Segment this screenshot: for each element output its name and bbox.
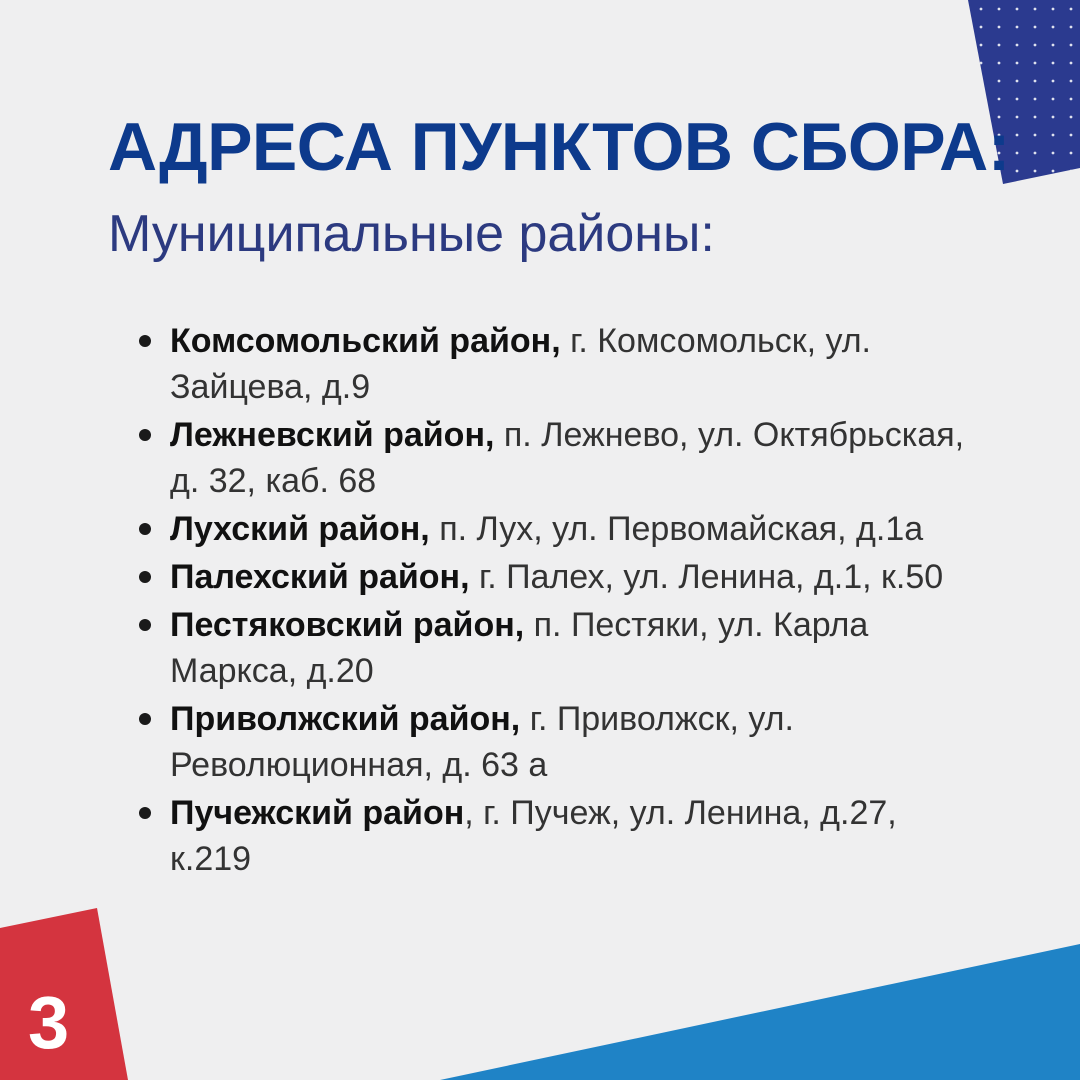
district-name: Лухский район, (170, 510, 430, 548)
district-name: Комсомольский район, (170, 322, 561, 360)
district-address: п. Пестяки, ул. Карла Маркса, д.20 (170, 606, 869, 690)
district-name: Пестяковский район, (170, 606, 525, 644)
page-subtitle: Муниципальные районы: (108, 205, 715, 263)
list-item (170, 790, 970, 882)
list-item (170, 602, 970, 694)
address-list (170, 318, 970, 884)
district-name: Приволжский район, (170, 700, 521, 738)
district-address: п. Лежнево, ул. Октябрьская, д. 32, каб. 68 (170, 416, 965, 500)
blue-bottom-band (440, 944, 1080, 1080)
district-name: Лежневский район, (170, 416, 495, 454)
district-address: г. Комсомольск, ул. Зайцева, д.9 (170, 322, 872, 406)
district-address: , г. Пучеж, ул. Ленина, д.27, к.219 (170, 794, 897, 878)
page-title: АДРЕСА ПУНКТОВ СБОРА: (108, 109, 1010, 185)
page-number: 3 (28, 981, 70, 1064)
district-address: г. Приволжск, ул. Революционная, д. 63 а (170, 700, 794, 784)
district-name: Палехский район, (170, 558, 470, 596)
district-name: Пучежский район (170, 794, 465, 832)
list-item (170, 696, 970, 788)
district-address: г. Палех, ул. Ленина, д.1, к.50 (469, 558, 944, 596)
list-item (170, 554, 970, 600)
list-item (170, 412, 970, 504)
list-item (170, 318, 970, 410)
list-item (170, 506, 970, 552)
district-address: п. Лух, ул. Первомайская, д.1а (429, 510, 924, 548)
